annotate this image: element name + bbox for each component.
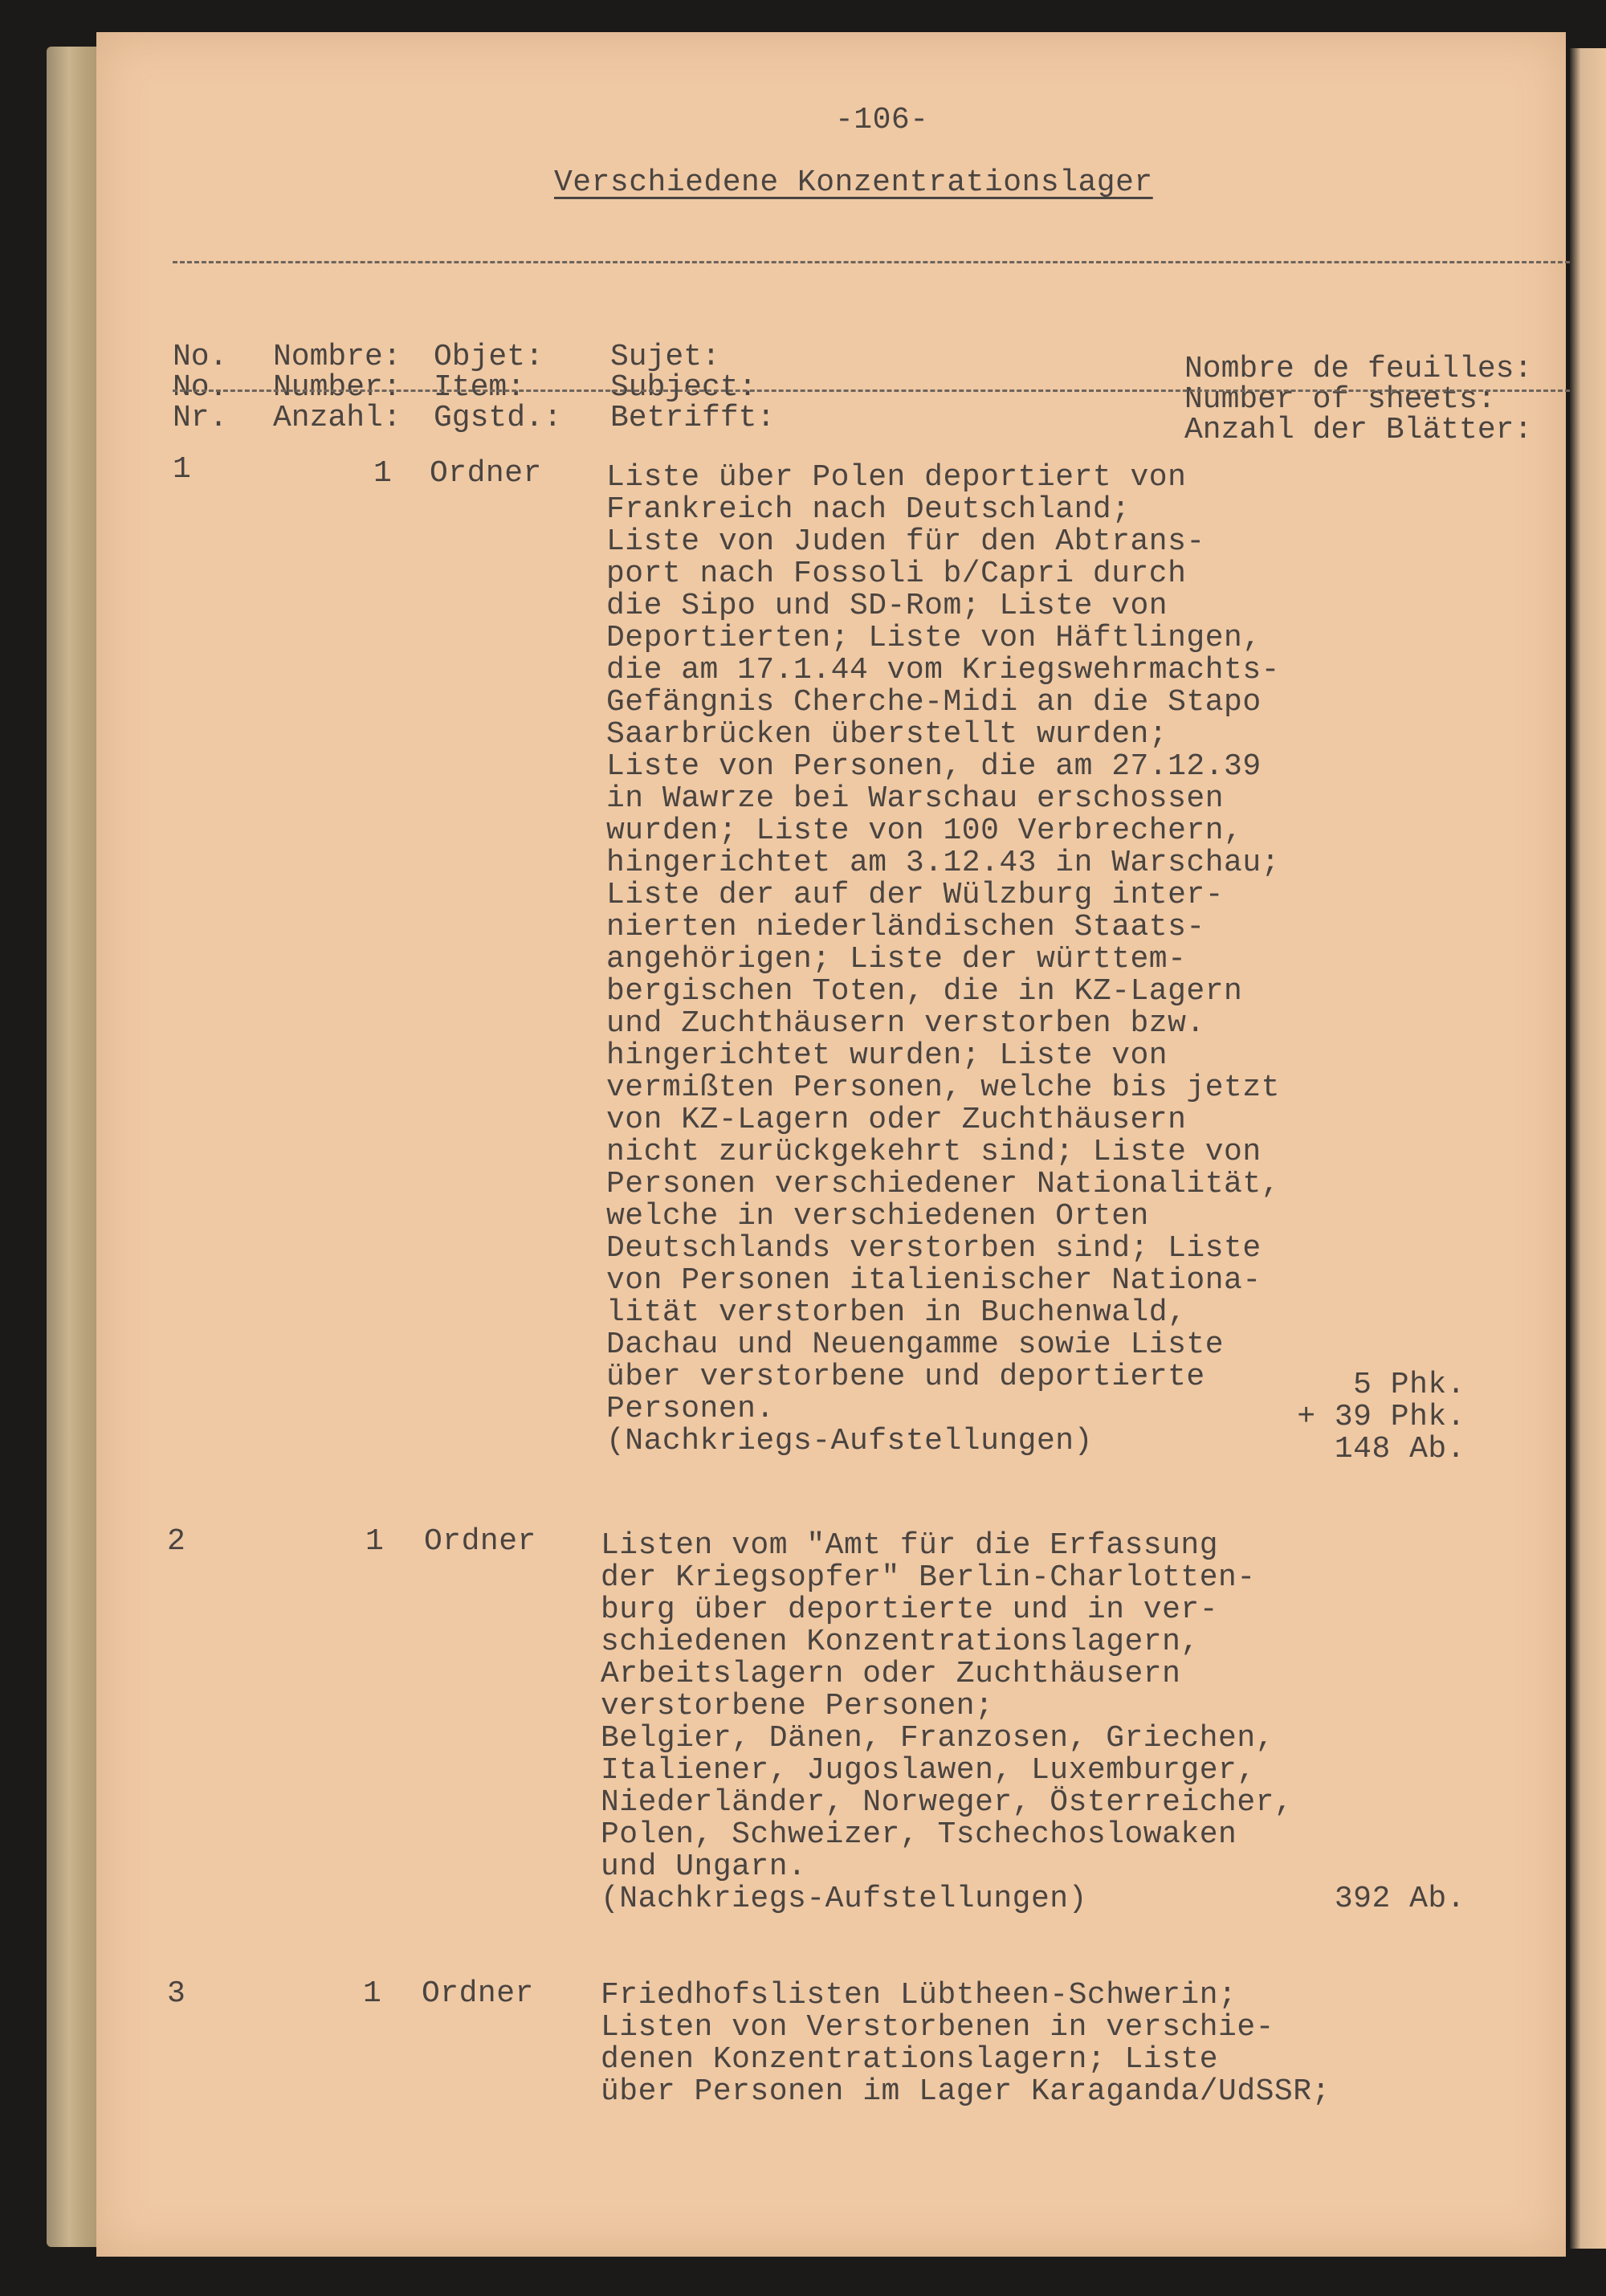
entry-line: Niederländer, Norweger, Österreicher,: [601, 1785, 1294, 1820]
header-rule-top: [173, 261, 1570, 263]
entry-line: denen Konzentrationslagern; Liste: [601, 2042, 1219, 2077]
sheet-count: 392 Ab.: [1334, 1882, 1465, 1916]
entry-line: Italiener, Jugoslawen, Luxemburger,: [601, 1753, 1256, 1788]
header-col-count: Nombre: Number: Anzahl:: [273, 340, 402, 435]
entry-1-count: 1: [373, 456, 393, 491]
entry-line: port nach Fossoli b/Capri durch: [606, 557, 1187, 591]
entry-line: angehörigen; Liste der württem-: [606, 942, 1187, 977]
page-title: Verschiedene Konzentrationslager: [554, 165, 1153, 200]
entry-line: bergischen Toten, die in KZ-Lagern: [606, 974, 1243, 1009]
entry-2-count: 1: [365, 1524, 385, 1559]
header-col-sheets: Nombre de feuilles: Number of sheets: Anzahl der Blätter:: [1184, 352, 1533, 447]
entry-line: vermißten Personen, welche bis jetzt: [606, 1071, 1280, 1105]
entry-3-subject: [601, 1980, 1331, 2108]
sheet-count: + 39 Phk.: [1297, 1400, 1465, 1434]
entry-line: Personen.: [606, 1392, 775, 1426]
entry-line: (Nachkriegs-Aufstellungen): [601, 1882, 1087, 1916]
entry-line: Deportierten; Liste von Häftlingen,: [606, 621, 1262, 655]
entry-line: in Wawrze bei Warschau erschossen: [606, 781, 1225, 816]
entry-line: burg über deportierte und in ver-: [601, 1593, 1219, 1627]
entry-line: Arbeitslagern oder Zuchthäusern: [601, 1657, 1181, 1691]
header-col-no: No. No. Nr.: [173, 340, 228, 435]
entry-line: nicht zurückgekehrt sind; Liste von: [606, 1135, 1262, 1169]
entry-line: Listen vom "Amt für die Erfassung: [601, 1528, 1219, 1563]
entry-2-sheets: [1335, 1883, 1465, 1915]
entry-line: über verstorbene und deportierte: [606, 1360, 1205, 1394]
entry-line: Dachau und Neuengamme sowie Liste: [606, 1327, 1225, 1362]
page-number: -106-: [835, 103, 929, 137]
entry-line: Liste von Juden für den Abtrans-: [606, 524, 1205, 559]
entry-line: Liste über Polen deportiert von: [606, 460, 1187, 495]
entry-line: Polen, Schweizer, Tschechoslowaken: [601, 1817, 1237, 1852]
entry-line: hingerichtet wurden; Liste von: [606, 1038, 1168, 1073]
entry-line: lität verstorben in Buchenwald,: [606, 1295, 1187, 1330]
entry-line: hingerichtet am 3.12.43 in Warschau;: [606, 846, 1280, 880]
entry-line: und Zuchthäusern verstorben bzw.: [606, 1006, 1205, 1041]
entry-line: verstorbene Personen;: [601, 1689, 994, 1723]
entry-1-subject: [606, 462, 1280, 1458]
entry-line: Deutschlands verstorben sind; Liste: [606, 1231, 1262, 1266]
entry-line: Listen von Verstorbenen in verschie-: [601, 2010, 1274, 2045]
entry-line: die am 17.1.44 vom Kriegswehrmachts-: [606, 653, 1280, 687]
entry-line: (Nachkriegs-Aufstellungen): [606, 1424, 1093, 1458]
entry-line: und Ungarn.: [601, 1849, 807, 1884]
sheet-count: 5 Phk.: [1353, 1368, 1465, 1402]
entry-1-item: Ordner: [430, 456, 542, 491]
entry-line: schiedenen Konzentrationslagern,: [601, 1625, 1200, 1659]
entry-line: Frankreich nach Deutschland;: [606, 492, 1131, 527]
header-col-item: Objet: Item: Ggstd.:: [434, 340, 562, 435]
entry-line: über Personen im Lager Karaganda/UdSSR;: [601, 2074, 1331, 2109]
entry-line: Liste von Personen, die am 27.12.39: [606, 749, 1262, 784]
entry-line: Saarbrücken überstellt wurden;: [606, 717, 1168, 752]
entry-3-count: 1: [363, 1976, 382, 2011]
entry-line: welche in verschiedenen Orten: [606, 1199, 1149, 1234]
header-col-subject: Sujet: Subject: Betrifft:: [610, 340, 776, 435]
sheet-count: 148 Ab.: [1334, 1432, 1465, 1466]
entry-2-subject: [601, 1530, 1293, 1915]
entry-line: Personen verschiedener Nationalität,: [606, 1167, 1280, 1201]
entry-line: nierten niederländischen Staats-: [606, 910, 1205, 944]
entry-1-sheets: [1297, 1369, 1465, 1466]
entry-line: die Sipo und SD-Rom; Liste von: [606, 589, 1168, 623]
entry-line: Gefängnis Cherche-Midi an die Stapo: [606, 685, 1262, 720]
facing-page-edge: [1570, 48, 1606, 2249]
entry-line: von Personen italienischer Nationa-: [606, 1263, 1262, 1298]
entry-line: Friedhofslisten Lübtheen-Schwerin;: [601, 1978, 1237, 2013]
entry-2-item: Ordner: [424, 1524, 536, 1559]
header-rule-bottom: [173, 389, 1570, 392]
entry-3-item: Ordner: [422, 1976, 534, 2011]
entry-line: wurden; Liste von 100 Verbrechern,: [606, 814, 1243, 848]
entry-line: der Kriegsopfer" Berlin-Charlotten-: [601, 1560, 1256, 1595]
entry-1-no: 1: [173, 452, 192, 487]
entry-line: Liste der auf der Wülzburg inter-: [606, 878, 1225, 912]
entry-line: von KZ-Lagern oder Zuchthäusern: [606, 1103, 1187, 1137]
entry-line: Belgier, Dänen, Franzosen, Griechen,: [601, 1721, 1274, 1756]
entry-2-no: 2: [167, 1524, 186, 1559]
entry-3-no: 3: [167, 1976, 186, 2011]
